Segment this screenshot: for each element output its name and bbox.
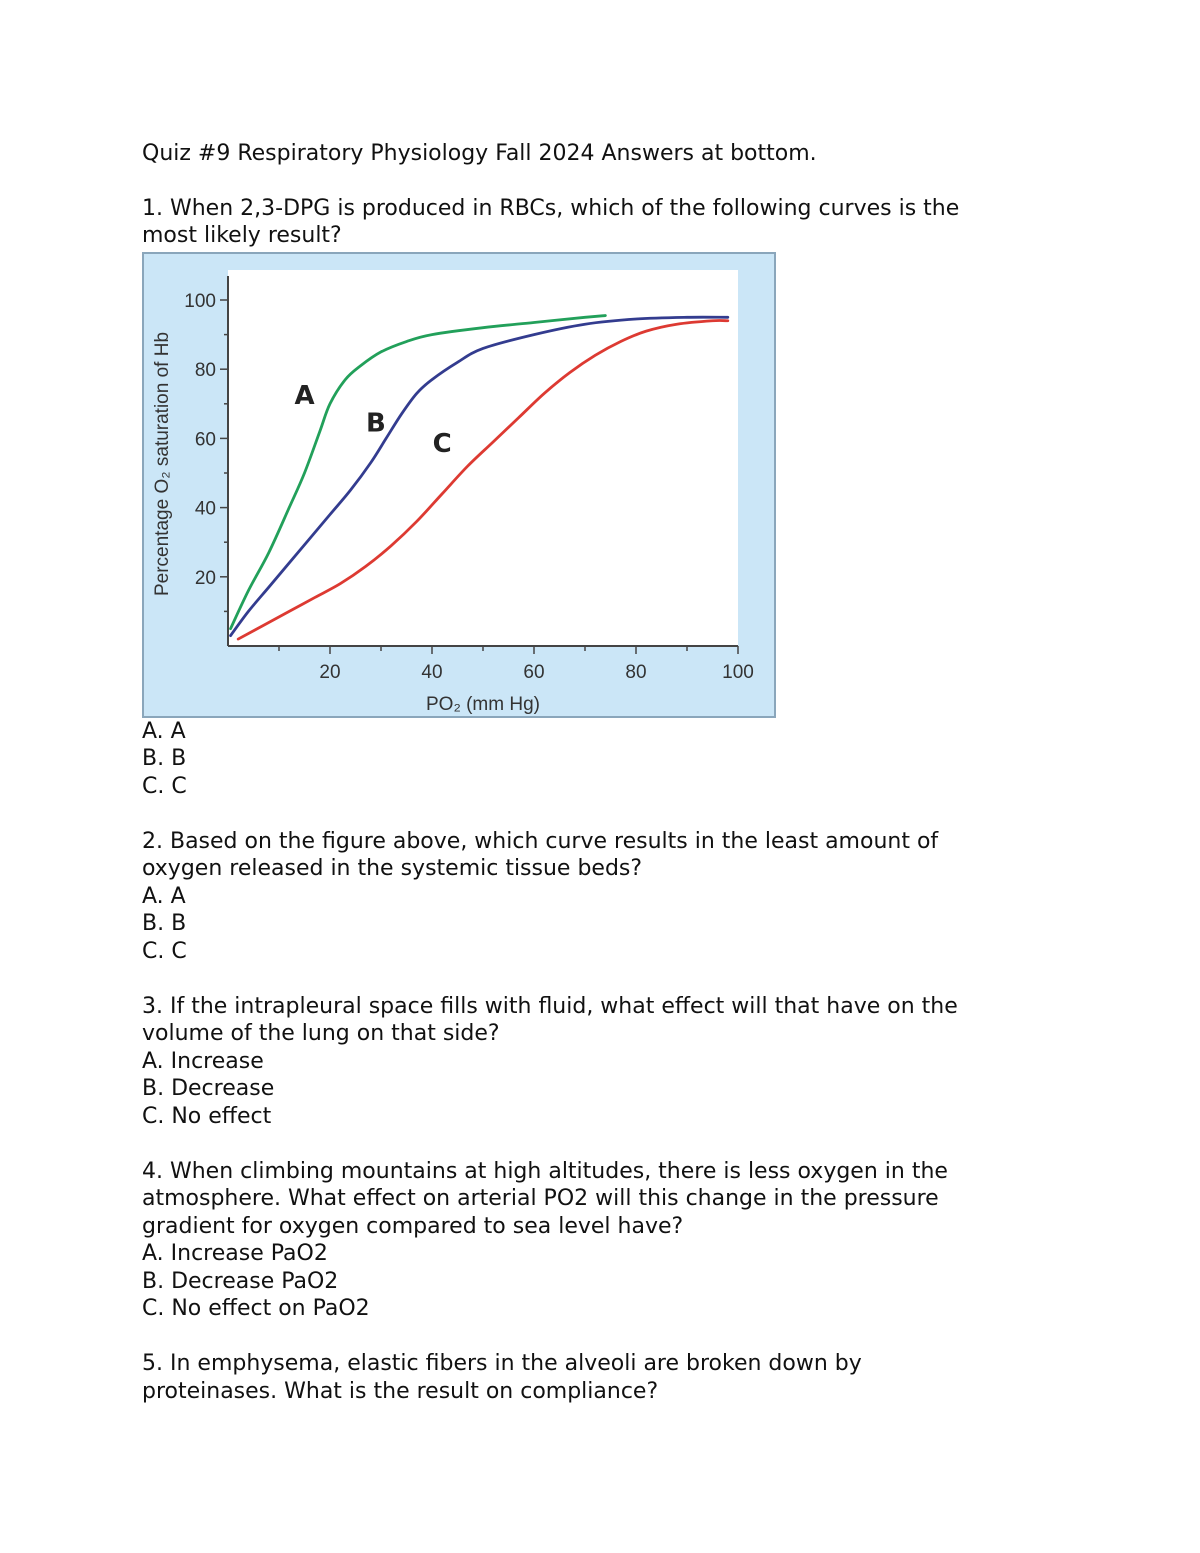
question-stem-line: volume of the lung on that side? (142, 1021, 500, 1046)
x-tick-label: 40 (421, 661, 443, 683)
answer-option[interactable]: B. B (142, 911, 187, 936)
quiz-title: Quiz #9 Respiratory Physiology Fall 2024 Answers at bottom. (142, 141, 817, 166)
x-tick-label: 20 (319, 661, 341, 683)
question-stem-line: oxygen released in the systemic tissue beds? (142, 856, 643, 881)
answer-option[interactable]: A. Increase (142, 1048, 264, 1074)
y-axis-label: Percentage O₂ saturation of Hb (152, 331, 173, 596)
answer-option[interactable]: B. Decrease PaO2 (142, 1268, 339, 1294)
question-stem-line: most likely result? (142, 223, 342, 248)
answer-option[interactable]: B. B (142, 746, 187, 771)
answer-option[interactable]: A. Increase PaO2 (142, 1241, 328, 1266)
answer-option[interactable]: C. No effect on PaO2 (142, 1296, 370, 1321)
question-stem-line: 3. If the intrapleural space fills with fluid, what effect will that have on the (142, 993, 958, 1019)
answer-option[interactable]: A. A (142, 883, 186, 909)
question-4 (142, 1158, 1062, 1323)
answer-option[interactable]: B. Decrease (142, 1076, 275, 1101)
question-5 (142, 1350, 1062, 1405)
x-tick-label: 80 (625, 661, 647, 683)
curve-label-c: C (432, 428, 452, 459)
answer-option[interactable]: C. C (142, 938, 187, 964)
question-stem-line: atmosphere. What effect on arterial PO2 will this change in the pressure (142, 1186, 939, 1211)
curve-label-a: A (294, 380, 315, 411)
answer-option[interactable]: A. A (142, 718, 186, 744)
quiz-document (142, 140, 1062, 1405)
y-tick-label: 80 (194, 359, 216, 381)
y-tick-label: 40 (194, 498, 216, 520)
question-1-options (142, 718, 1062, 801)
x-tick-label: 60 (523, 661, 545, 683)
x-tick-label: 100 (722, 661, 754, 683)
oxygen-dissociation-chart (142, 252, 776, 718)
question-3 (142, 993, 1062, 1131)
x-axis-label: PO₂ (mm Hg) (426, 693, 540, 715)
y-tick-label: 100 (184, 290, 216, 312)
question-stem-line: proteinases. What is the result on compliance? (142, 1378, 659, 1404)
question-stem-line: 1. When 2,3-DPG is produced in RBCs, which of the following curves is the (142, 195, 960, 221)
curve-label-b: B (365, 407, 386, 438)
question-stem-line: 5. In emphysema, elastic fibers in the alveoli are broken down by (142, 1351, 862, 1376)
question-stem-line: 4. When climbing mountains at high altitudes, there is less oxygen in the (142, 1158, 948, 1184)
y-tick-label: 60 (194, 428, 216, 450)
question-1 (142, 195, 1062, 250)
question-2 (142, 828, 1062, 966)
answer-option[interactable]: C. No effect (142, 1103, 272, 1129)
question-stem-line: 2. Based on the figure above, which curve results in the least amount of (142, 828, 939, 854)
y-tick-label: 20 (194, 567, 216, 589)
question-stem-line: gradient for oxygen compared to sea level have? (142, 1213, 684, 1239)
chart-svg (144, 254, 774, 716)
answer-option[interactable]: C. C (142, 773, 187, 799)
